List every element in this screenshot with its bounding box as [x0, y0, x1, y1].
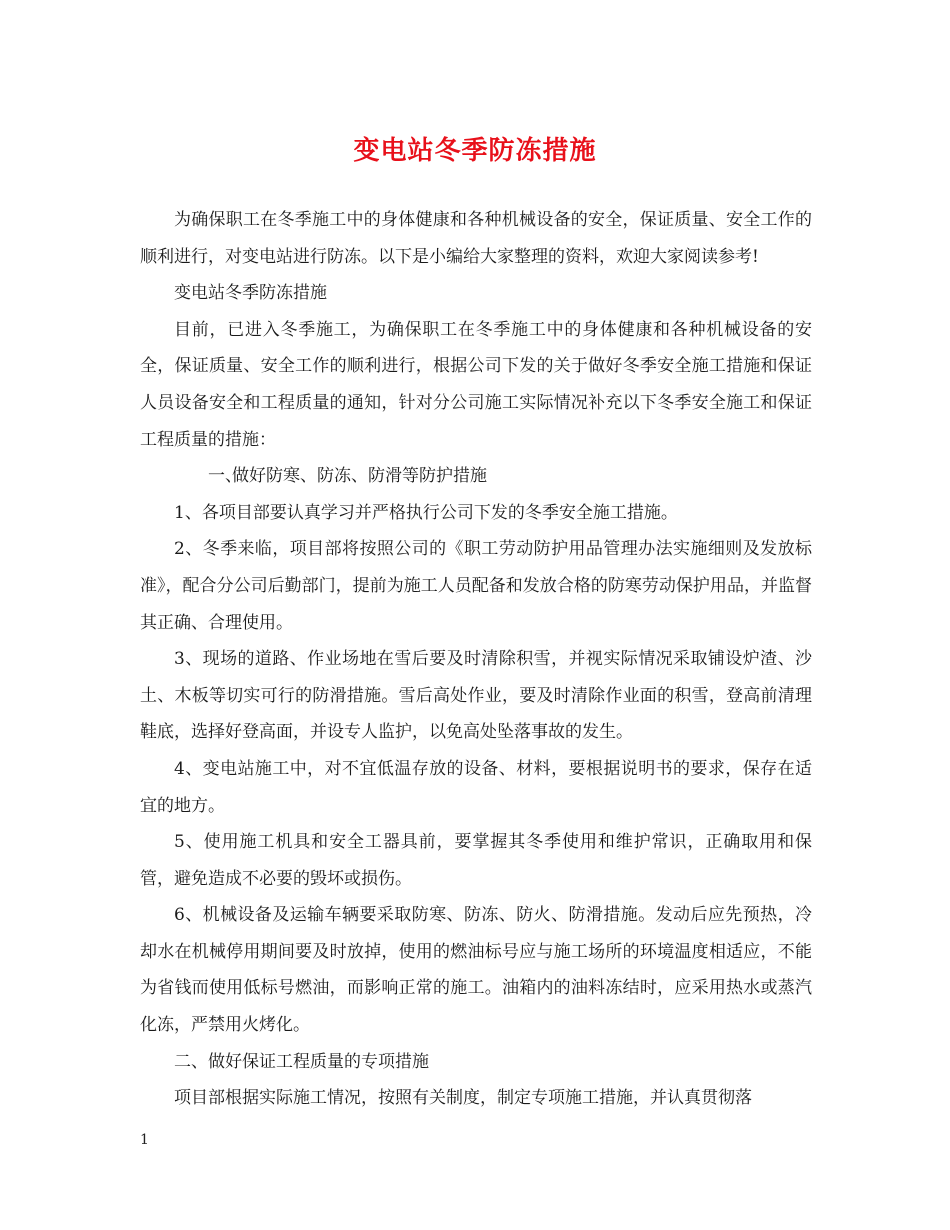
section-two-paragraph: 项目部根据实际施工情况，按照有关制度，制定专项施工措施，并认真贯彻落 — [174, 1088, 752, 1109]
page-number: 1 — [140, 1132, 149, 1148]
document-title: 变电站冬季防冻措施 — [353, 136, 597, 166]
section-one-number: 一、 — [208, 466, 242, 487]
section-two-heading: 二、做好保证工程质量的专项措施 — [174, 1051, 429, 1072]
section-one-item: 3、现场的道路、作业场地在雪后要及时清除积雪，并视实际情况采取铺设炉渣、沙土、木板等切实可行的防滑措施。雪后高处作业，要及时清除作业面的积雪，登高前清理鞋底，选择好登高面，并设专人监护，以免高处坠落事故的发生。 — [140, 649, 812, 743]
section-one-item: 5、使用施工机具和安全工器具前，要掌握其冬季使用和维护常识，正确取用和保管，避免造成不必要的毁坏或损伤。 — [140, 832, 812, 889]
section-one-heading — [140, 458, 812, 495]
section-one-item: 4、变电站施工中，对不宜低温存放的设备、材料，要根据说明书的要求，保存在适宜的地方。 — [140, 758, 812, 816]
section-one-title: 做好防寒、防冻、防滑等防护措施 — [232, 466, 487, 487]
section-one-item: 2、冬季来临，项目部将按照公司的《职工劳动防护用品管理办法实施细则及发放标准》，配合分公司后勤部门，提前为施工人员配备和发放合格的防寒劳动保护用品，并监督其正确、合理使用。 — [140, 539, 812, 633]
context-paragraph: 目前，已进入冬季施工，为确保职工在冬季施工中的身体健康和各种机械设备的安全，保证质量、安全工作的顺利进行，根据公司下发的关于做好冬季安全施工措施和保证人员设备安全和工程质量的通知，针对分公司施工实际情况补充以下冬季安全施工和保证工程质量的措施： — [140, 319, 812, 450]
intro-paragraph: 为确保职工在冬季施工中的身体健康和各种机械设备的安全，保证质量、安全工作的顺利进行，对变电站进行防冻。以下是小编给大家整理的资料，欢迎大家阅读参考! — [140, 210, 812, 267]
document-body — [140, 202, 812, 1117]
subtitle-paragraph: 变电站冬季防冻措施 — [174, 283, 327, 304]
section-one-item: 6、机械设备及运输车辆要采取防寒、防冻、防火、防滑措施。发动后应先预热，冷却水在机械停用期间要及时放掉，使用的燃油标号应与施工场所的环境温度相适应，不能为省钱而使用低标号燃油，而影响正常的施工。油箱内的油料冻结时，应采用热水或蒸汽化冻，严禁用火烤化。 — [140, 905, 812, 1036]
section-one-item: 1、各项目部要认真学习并严格执行公司下发的冬季安全施工措施。 — [174, 502, 678, 523]
